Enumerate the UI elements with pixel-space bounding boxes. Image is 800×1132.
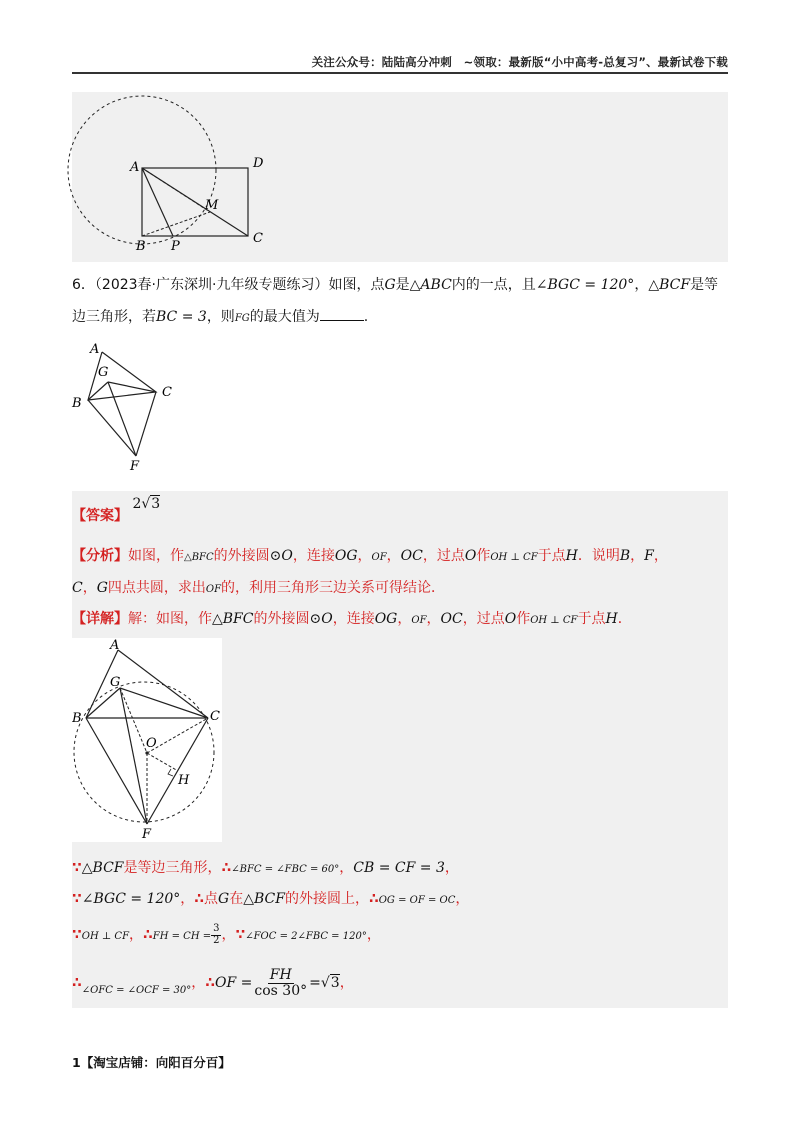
point-label-b: B — [72, 711, 82, 726]
analysis-text: 如图，作 — [128, 548, 184, 564]
detail-line — [72, 608, 632, 628]
therefore-symbol: ∴ — [194, 891, 205, 907]
math-og-of-oc: OG = OF = OC — [378, 895, 456, 906]
step-text: ， — [180, 891, 195, 907]
math-angle-foc: ∠FOC = 2∠FBC = 120° — [245, 931, 367, 942]
math-g: G — [96, 580, 108, 596]
analysis-line-2 — [72, 577, 445, 597]
math-g: G — [384, 277, 396, 293]
problem-text: 内的一点，且 — [451, 277, 536, 293]
math-of: OF — [411, 615, 427, 626]
math-angles-60: ∠BFC = ∠FBC = 60° — [231, 864, 340, 875]
because-symbol: ∵ — [72, 891, 82, 907]
math-angle-bgc: ∠BGC = 120° — [81, 891, 181, 907]
analysis-text: ， — [630, 548, 645, 564]
step-text: ， — [339, 860, 354, 876]
problem-text: 的最大值为 — [249, 309, 320, 325]
problem-text: ，则 — [206, 309, 235, 325]
detail-text: ， — [397, 611, 412, 627]
problem-text: . — [363, 309, 369, 325]
analysis-text: ，过点 — [422, 548, 465, 564]
answer-tag: 【答案】 — [72, 508, 128, 524]
point-label-a: A — [90, 342, 100, 357]
circumcircle-svg — [72, 638, 222, 842]
point-label-c: C — [210, 709, 220, 724]
answer-coef: 2 — [132, 496, 142, 512]
math-triangle-bfc: △BFC — [184, 552, 214, 563]
problem-text: 如图，点 — [328, 277, 385, 293]
rectangle-circle-svg — [60, 95, 290, 260]
fraction-fh-cos30 — [252, 968, 309, 998]
problem-line-2 — [72, 306, 368, 326]
detail-text: 的外接圆 — [253, 611, 310, 627]
math-oc: OC — [400, 548, 423, 564]
math-oc: OC — [440, 611, 463, 627]
because-symbol: ∵ — [72, 860, 82, 876]
analysis-text: ， — [357, 548, 372, 564]
therefore-symbol: ∴ — [221, 860, 232, 876]
fraction-3-2 — [211, 924, 221, 946]
step-line-3 — [72, 924, 381, 946]
step-text: ， — [191, 975, 206, 992]
step-line-4 — [72, 968, 354, 998]
math-angles-30: ∠OFC = ∠OCF = 30° — [81, 985, 192, 997]
fraction-numerator: FH — [269, 967, 292, 983]
point-label-c: C — [162, 385, 172, 400]
point-label-g: G — [110, 675, 121, 690]
point-label-h: H — [178, 773, 190, 788]
answer-line — [72, 496, 161, 525]
step-text: 在 — [229, 891, 244, 907]
math-triangle-bcf: △BCF — [243, 891, 285, 907]
math-triangle-bcf: △BCF — [81, 860, 124, 876]
fraction-denominator: cos 30° — [254, 982, 308, 999]
analysis-text: ， — [653, 548, 668, 564]
step-line-1 — [72, 857, 459, 877]
math-c: C — [72, 580, 83, 596]
therefore-symbol: ∴ — [368, 891, 379, 907]
point-label-b: B — [72, 396, 82, 411]
step-text: 是等边三角形， — [123, 860, 222, 876]
step-text: ， — [339, 975, 354, 992]
math-triangle-abc: △ABC — [409, 277, 452, 293]
sqrt-3: √3 — [320, 975, 340, 992]
header-divider — [72, 72, 728, 74]
point-label-c: C — [253, 231, 263, 246]
problem-text: 边三角形，若 — [72, 309, 156, 325]
step-text: 的外接圆上， — [284, 891, 369, 907]
therefore-symbol: ∴ — [72, 975, 82, 992]
analysis-text: ．说明 — [577, 548, 620, 564]
analysis-text: 作 — [476, 548, 491, 564]
math-g: G — [218, 891, 230, 907]
step-line-2 — [72, 888, 469, 908]
math-fh-ch: FH = CH = — [152, 931, 212, 942]
point-label-p: P — [171, 239, 180, 254]
step-text: ， — [444, 860, 459, 876]
problem-source: （2023春·广东深圳·九年级专题练习） — [94, 277, 329, 293]
math-cb-cf-3: CB = CF = 3 — [353, 860, 445, 876]
point-label-a: A — [110, 638, 120, 653]
page-header: 关注公众号：陆陆高分冲刺 ~领取：最新版“小中高考-总复习”、最新试卷下载 — [311, 55, 728, 69]
triangle-svg — [68, 338, 188, 473]
analysis-text: ， — [386, 548, 401, 564]
detail-tag: 【详解】 — [72, 611, 128, 627]
point-label-f: F — [130, 459, 140, 473]
page-footer: 1【淘宝店铺：向阳百分百】 — [72, 1055, 231, 1070]
math-f: F — [644, 548, 654, 564]
point-label-m: M — [205, 198, 219, 213]
math-oh-perp-cf: OH ⊥ CF — [490, 552, 538, 563]
analysis-text: 于点 — [537, 548, 566, 564]
problem-line-1 — [72, 274, 718, 294]
step-text: ， — [221, 927, 236, 943]
answer-radicand: 3 — [151, 496, 161, 512]
math-h: H — [565, 548, 578, 564]
math-o: O — [504, 611, 517, 627]
math-oh-perp-cf: OH ⊥ CF — [81, 931, 130, 942]
point-label-b: B — [136, 239, 146, 254]
math-bc-equals: BC = 3 — [156, 309, 207, 325]
problem-number: 6． — [72, 277, 95, 293]
detail-text: 解：如图，作 — [128, 611, 212, 627]
math-of-equals: OF = — [215, 975, 253, 992]
math-b: B — [619, 548, 631, 564]
detail-text: 作 — [516, 611, 531, 627]
detail-text: ， — [426, 611, 441, 627]
math-h: H — [605, 611, 618, 627]
analysis-tag: 【分析】 — [72, 548, 128, 564]
step-text: ， — [366, 927, 381, 943]
point-label-f: F — [142, 827, 152, 842]
math-angle-bgc: ∠BGC = 120° — [535, 277, 635, 293]
math-circle-o: ⊙O — [269, 548, 293, 564]
analysis-text: 四点共圆，求出 — [107, 580, 206, 596]
math-fg: FG — [234, 313, 250, 324]
analysis-line-1 — [72, 545, 668, 565]
math-og: OG — [334, 548, 358, 564]
math-triangle-bcf: △BCF — [648, 277, 691, 293]
detail-text: ，过点 — [462, 611, 505, 627]
math-triangle-bfc: △BFC — [212, 611, 254, 627]
math-circle-o: ⊙O — [309, 611, 333, 627]
analysis-text: 的外接圆 — [213, 548, 270, 564]
detail-text: 于点 — [577, 611, 606, 627]
step-text: 点 — [204, 891, 219, 907]
point-label-o: O — [146, 736, 157, 751]
problem-text: 是等 — [690, 277, 719, 293]
detail-text: ． — [617, 611, 632, 627]
fraction-denominator: 2 — [213, 934, 220, 946]
circumcircle-figure — [72, 638, 222, 842]
math-of: OF — [205, 584, 222, 595]
radicand: 3 — [330, 975, 340, 992]
math-of: OF — [371, 552, 387, 563]
because-symbol: ∵ — [72, 927, 82, 943]
detail-text: ，连接 — [332, 611, 375, 627]
math-oh-perp-cf: OH ⊥ CF — [530, 615, 578, 626]
answer-blank — [320, 308, 364, 321]
therefore-symbol: ∴ — [143, 927, 153, 943]
step-text: ， — [455, 891, 470, 907]
rectangle-circle-figure — [60, 95, 290, 260]
math-equals: = — [309, 975, 321, 992]
analysis-text: 的，利用三角形三边关系可得结论． — [221, 580, 446, 596]
problem-text: 是 — [395, 277, 410, 293]
triangle-figure — [68, 338, 188, 473]
fraction-numerator: 3 — [213, 923, 220, 934]
analysis-text: ， — [82, 580, 97, 596]
problem-text: ， — [634, 277, 649, 293]
math-o: O — [464, 548, 477, 564]
therefore-symbol: ∴ — [205, 975, 216, 992]
point-label-g: G — [98, 365, 109, 380]
because-symbol: ∵ — [235, 927, 246, 943]
analysis-text: ，连接 — [292, 548, 335, 564]
point-label-a: A — [130, 160, 140, 175]
math-og: OG — [374, 611, 398, 627]
point-label-d: D — [253, 156, 264, 171]
answer-value: 2√3 — [132, 496, 161, 512]
step-text: ， — [129, 927, 144, 943]
